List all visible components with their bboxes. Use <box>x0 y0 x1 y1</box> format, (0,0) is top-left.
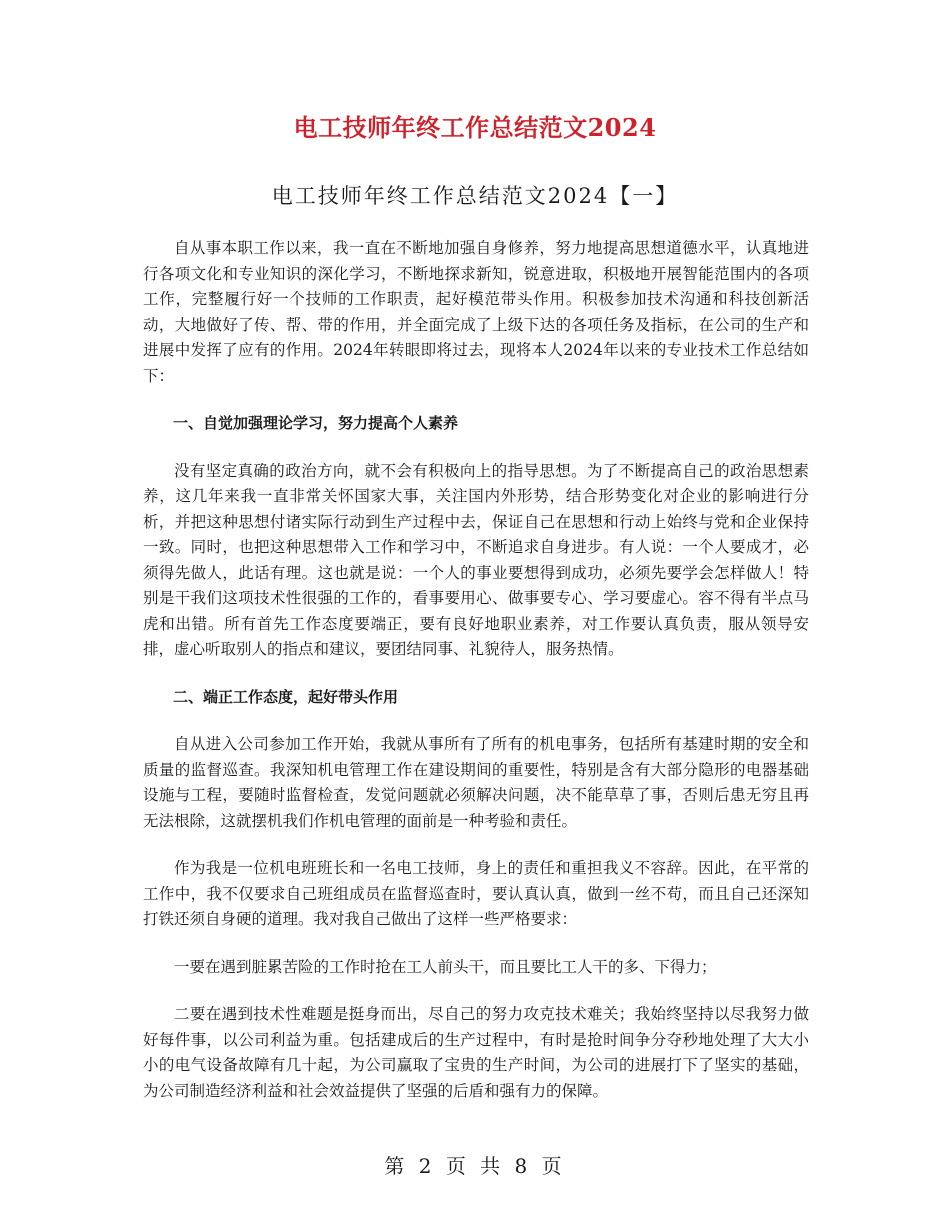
paragraph-requirement-2: 二要在遇到技术性难题是挺身而出，尽自己的努力攻克技术难关；我始终坚持以尽我努力做好每件事，以公司利益为重。包括建成后的生产过程中，有时是抢时间争分夺秒地处理了大大小小的电气设备故障有几十起，为公司赢取了宝贵的生产时间，为公司的进展打下了坚实的基础，为公司制造经济利益和社会效益提供了坚强的后盾和强有力的保障。 <box>143 1005 809 1100</box>
paragraph-intro: 自从事本职工作以来，我一直在不断地加强自身修养，努力地提高思想道德水平，认真地进行各项文化和专业知识的深化学习，不断地探求新知，锐意进取，积极地开展智能范围内的各项工作，完整履行好一个技师的工作职责，起好模范带头作用。积极参加技术沟通和科技创新活动，大地做好了传、帮、带的作用，并全面完成了上级下达的各项任务及指标，在公司的生产和进展中发挥了应有的作用。2024年转眼即将过去，现将本人2024年以来的专业技术工作总结如下： <box>143 239 809 385</box>
document-body <box>143 236 809 1126</box>
document-title: 电工技师年终工作总结范文2024 <box>293 113 657 142</box>
paragraph-theory: 没有坚定真确的政治方向，就不会有积极向上的指导思想。为了不断提高自己的政治思想素养，这几年来我一直非常关怀国家大事，关注国内外形势，结合形势变化对企业的影响进行分析，并把这种思想付诸实际行动到生产过程中去，保证自己在思想和行动上始终与党和企业保持一致。同时，也把这种思想带入工作和学习中，不断追求自身进步。有人说：一个人要成才，必须得先做人，此话有理。这也就是说：一个人的事业要想得到成功，必须先要学会怎样做人！特别是干我们这项技术性很强的工作的，看事要用心、做事要专心、学习要虚心。容不得有半点马虎和出错。所有首先工作态度要端正，要有良好地职业素养，对工作要认真负责，服从领导安排，虚心听取别人的指点和建议，要团结同事、礼貌待人，服务热情。 <box>143 461 809 658</box>
page-number: 第 2 页 共 8 页 <box>384 1154 566 1178</box>
section-heading-2: 二、端正工作态度，起好带头作用 <box>173 687 399 706</box>
section-subtitle: 电工技师年终工作总结范文2024【一】 <box>271 184 679 208</box>
paragraph-attitude: 自从进入公司参加工作开始，我就从事所有了所有的机电事务，包括所有基建时期的安全和质量的监督巡查。我深知机电管理工作在建设期间的重要性，特别是含有大部分隐形的电器基础设施与工程，要随时监督检查，发觉问题就必须解决问题，决不能草草了事，否则后患无穷且再无法根除，这就摆机我们作机电管理的面前是一种考验和责任。 <box>143 735 809 830</box>
paragraph-requirement-1: 一要在遇到脏累苦险的工作时抢在工人前头干，而且要比工人干的多、下得力； <box>174 957 717 976</box>
section-heading-1: 一、自觉加强理论学习，努力提高个人素养 <box>173 414 459 432</box>
paragraph-responsibility: 作为我是一位机电班班长和一名电工技师，身上的责任和重担我义不容辞。因此，在平常的工作中，我不仅要求自己班组成员在监督巡查时，要认真认真，做到一丝不苟，而且自己还深知打铁还须自身硬的道理。我对我自己做出了这样一些严格要求： <box>143 859 809 928</box>
